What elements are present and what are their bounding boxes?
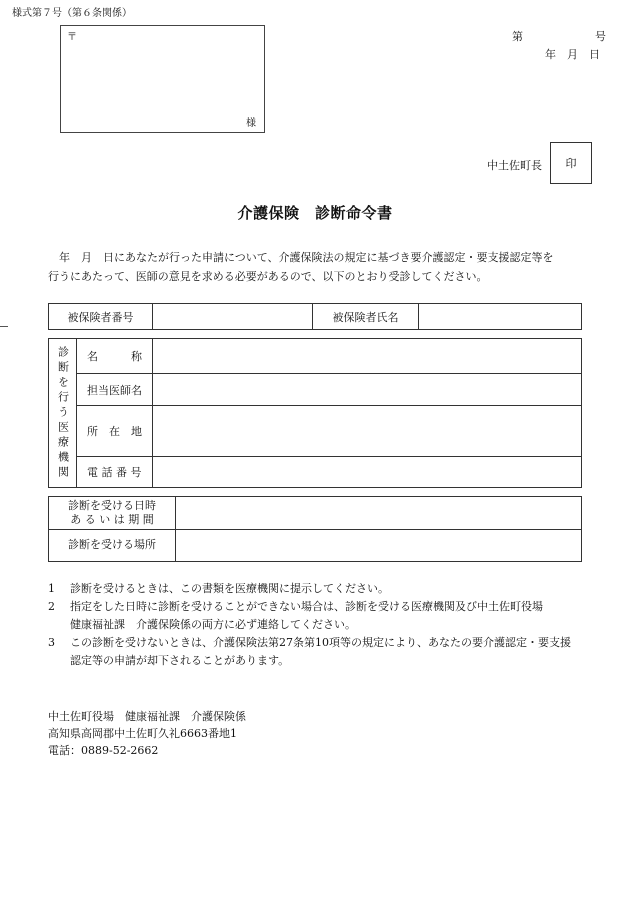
- note-item: [48, 598, 608, 634]
- note-number: 3: [48, 636, 55, 649]
- notes-list: [48, 580, 608, 670]
- intro-line-1: 年 月 日にあなたが行った申請について、介護保険法の規定に基づき要介護認定・要支援認定等を: [48, 251, 554, 264]
- document-number-prefix: 第: [512, 30, 523, 43]
- note-text: 認定等の申請が却下されることがあります。: [70, 654, 290, 667]
- insured-name-label: 被保険者氏名: [313, 304, 419, 329]
- note-text: この診断を受けないときは、介護保険法第27条第10項等の規定により、あなたの要介護認定・要支援: [70, 636, 571, 649]
- note-text: 診断を受けるときは、この書類を医療機関に提示してください。: [70, 582, 389, 595]
- form-number: 様式第７号（第６条関係）: [12, 8, 132, 19]
- note-item: [48, 580, 608, 598]
- institution-address-field[interactable]: [153, 406, 581, 456]
- seal-box: [550, 142, 592, 184]
- recipient-address-box[interactable]: [60, 25, 265, 133]
- note-item: [48, 634, 608, 670]
- schedule-date-label-line2: あ る い は 期 間: [70, 512, 154, 526]
- doctor-name-field[interactable]: [153, 374, 581, 405]
- schedule-place-label: 診断を受ける場所: [49, 530, 176, 562]
- institution-phone-label: 電 話 番 号: [77, 457, 153, 487]
- institution-side-header: [49, 339, 77, 487]
- note-text: 健康福祉課 介護保険係の両方に必ず連絡してください。: [70, 618, 356, 631]
- insured-number-field[interactable]: [153, 304, 313, 329]
- note-number: 1: [48, 582, 55, 595]
- margin-mark: [0, 326, 8, 327]
- honorific: 様: [246, 118, 256, 129]
- document-title: 介護保険 診断命令書: [237, 204, 393, 222]
- intro-line-2: 行うにあたって、医師の意見を求める必要があるので、以下のとおり受診してください。: [48, 270, 488, 283]
- institution-row-name: [77, 339, 581, 374]
- schedule-date-label: [49, 497, 176, 529]
- footer-phone: 電話：0889-52-2662: [48, 744, 159, 757]
- schedule-row-date: [49, 497, 581, 530]
- institution-name-field[interactable]: [153, 339, 581, 373]
- institution-phone-field[interactable]: [153, 457, 581, 487]
- institution-side-label: 診断を行う医療機関: [56, 345, 70, 481]
- schedule-table: [48, 496, 582, 562]
- institution-row-phone: [77, 457, 581, 487]
- note-number: 2: [48, 600, 55, 613]
- doctor-name-label: 担当医師名: [77, 374, 153, 405]
- insured-name-field[interactable]: [419, 304, 581, 329]
- seal-label: 印: [565, 157, 577, 170]
- institution-row-address: [77, 406, 581, 457]
- institution-table: [48, 338, 582, 488]
- footer-address: 高知県高岡郡中土佐町久礼6663番地1: [48, 727, 237, 740]
- institution-address-label: 所 在 地: [77, 406, 153, 456]
- institution-row-doctor: [77, 374, 581, 406]
- intro-text: [48, 248, 593, 286]
- footer-office: 中土佐町役場 健康福祉課 介護保険係: [48, 710, 246, 723]
- schedule-date-field[interactable]: [176, 497, 581, 529]
- postal-mark: 〒: [67, 32, 77, 43]
- note-text: 指定をした日時に診断を受けることができない場合は、診断を受ける医療機関及び中土佐町役場: [70, 600, 543, 613]
- schedule-place-field[interactable]: [176, 530, 581, 562]
- issue-date: 年 月 日: [545, 48, 600, 61]
- insured-table: [48, 303, 582, 330]
- insured-number-label: 被保険者番号: [49, 304, 153, 329]
- issuer-name: 中土佐町長: [487, 159, 542, 172]
- schedule-date-label-line1: 診断を受ける日時: [68, 498, 156, 512]
- institution-name-label: 名 称: [77, 339, 153, 373]
- contact-footer: [48, 708, 246, 759]
- schedule-row-place: [49, 530, 581, 562]
- document-number-suffix: 号: [595, 30, 606, 43]
